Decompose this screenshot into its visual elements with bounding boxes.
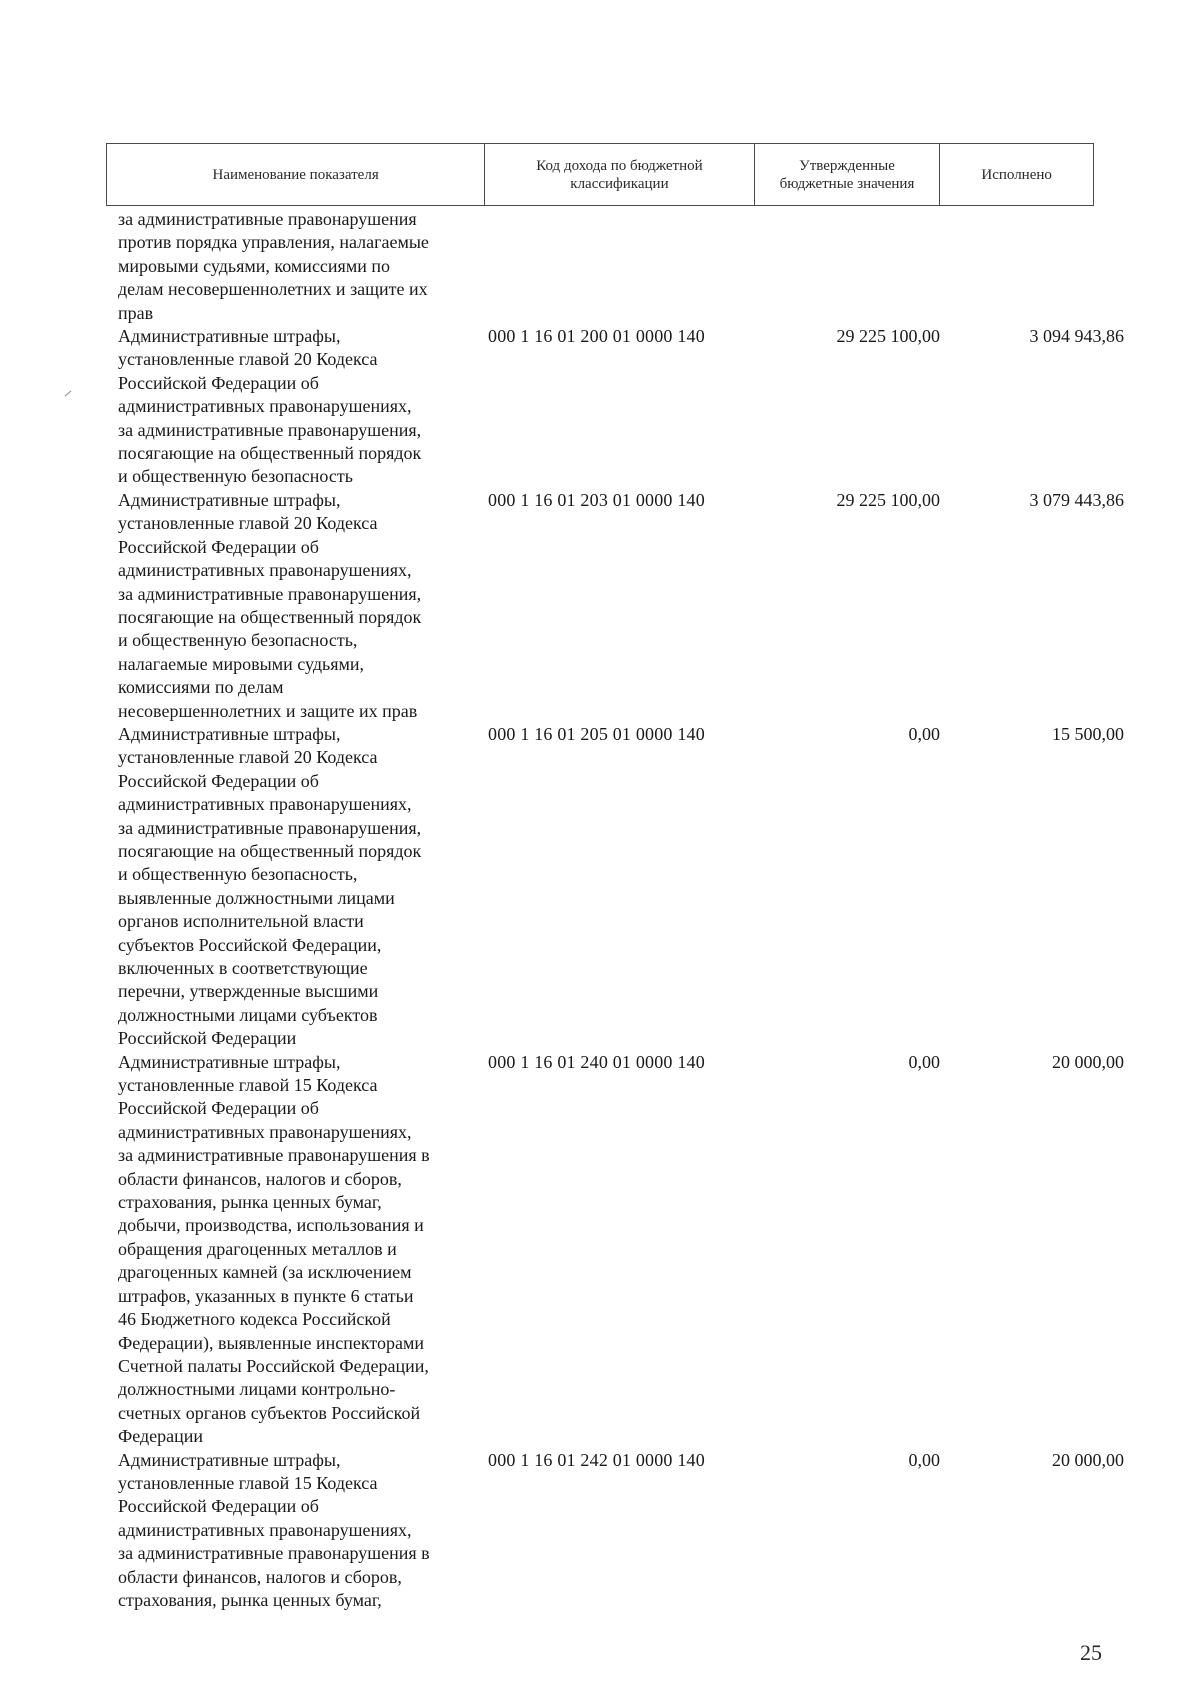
executed-value-cell: 15 500,00 — [1051, 723, 1124, 744]
table-body — [118, 208, 1128, 1612]
table-row — [118, 1051, 1128, 1449]
executed-value-cell: 3 094 943,86 — [1029, 326, 1124, 347]
indicator-name-cell: Административные штрафы, установленные главой 20 Кодекса Российской Федерации об административных правонарушениях, за административные правонарушения, посягающие на общественный порядок и общественную безопасность — [118, 326, 422, 487]
executed-value-cell: 20 000,00 — [1051, 1051, 1124, 1072]
header-name-column: Наименование показателя — [212, 166, 379, 183]
indicator-name-cell: Административные штрафы, установленные главой 20 Кодекса Российской Федерации об административных правонарушениях, за административные правонарушения, посягающие на общественный порядок и общественную безопасность, налагаемые мировыми судьями, комиссиями по делам несовершеннолетних и защите их прав — [118, 489, 422, 721]
budget-code-cell: 000 1 16 01 203 01 0000 140 — [488, 489, 705, 510]
budget-code-cell: 000 1 16 01 242 01 0000 140 — [488, 1449, 705, 1470]
indicator-name-cell: Административные штрафы, установленные главой 15 Кодекса Российской Федерации об административных правонарушениях, за административные правонарушения в области финансов, налогов и сборов, страхования, рынка ценных бумаг, добычи, производства, использования и обращения драгоценных металлов и драгоценных камней (за исключением штрафов, указанных в пункте 6 статьи 46 Бюджетного кодекса Российской Федерации), выявленные инспекторами Счетной палаты Российской Федерации, должностными лицами контрольно- счетных органов субъектов Российской Федерации — [118, 1051, 430, 1447]
indicator-name-cell: Административные штрафы, установленные главой 20 Кодекса Российской Федерации об административных правонарушениях, за административные правонарушения, посягающие на общественный порядок и общественную безопасность, выявленные должностными лицами органов исполнительной власти субъектов Российской Федерации, включенных в соответствующие перечни, утвержденные высшими должностными лицами субъектов Российской Федерации — [118, 723, 422, 1049]
table-row — [118, 489, 1128, 723]
table-header — [106, 143, 1094, 206]
table-row — [118, 208, 1128, 325]
table-row — [118, 723, 1128, 1051]
budget-code-cell: 000 1 16 01 240 01 0000 140 — [488, 1051, 705, 1072]
approved-value-cell: 0,00 — [908, 723, 941, 744]
executed-value-cell: 20 000,00 — [1051, 1449, 1124, 1470]
header-done-column: Исполнено — [939, 144, 1093, 205]
header-approved-column: Утвержденные бюджетные значения — [754, 144, 940, 205]
table-row — [118, 1449, 1128, 1613]
approved-value-cell: 0,00 — [908, 1051, 941, 1072]
indicator-name-cell: за административные правонарушения против порядка управления, налагаемые мировыми судьями, комиссиями по делам несовершеннолетних и защите их прав — [118, 209, 429, 323]
approved-value-cell: 0,00 — [908, 1449, 941, 1470]
page-number: 25 — [1080, 1640, 1102, 1665]
table-row — [118, 325, 1128, 489]
budget-code-cell: 000 1 16 01 200 01 0000 140 — [488, 326, 705, 347]
executed-value-cell: 3 079 443,86 — [1029, 489, 1124, 510]
budget-code-cell: 000 1 16 01 205 01 0000 140 — [488, 723, 705, 744]
approved-value-cell: 29 225 100,00 — [836, 326, 941, 347]
approved-value-cell: 29 225 100,00 — [836, 489, 941, 510]
header-code-column: Код дохода по бюджетной классификации — [484, 144, 753, 205]
margin-pen-mark — [65, 391, 72, 397]
indicator-name-cell: Административные штрафы, установленные главой 15 Кодекса Российской Федерации об административных правонарушениях, за административные правонарушения в области финансов, налогов и сборов, страхования, рынка ценных бумаг, — [118, 1449, 430, 1610]
